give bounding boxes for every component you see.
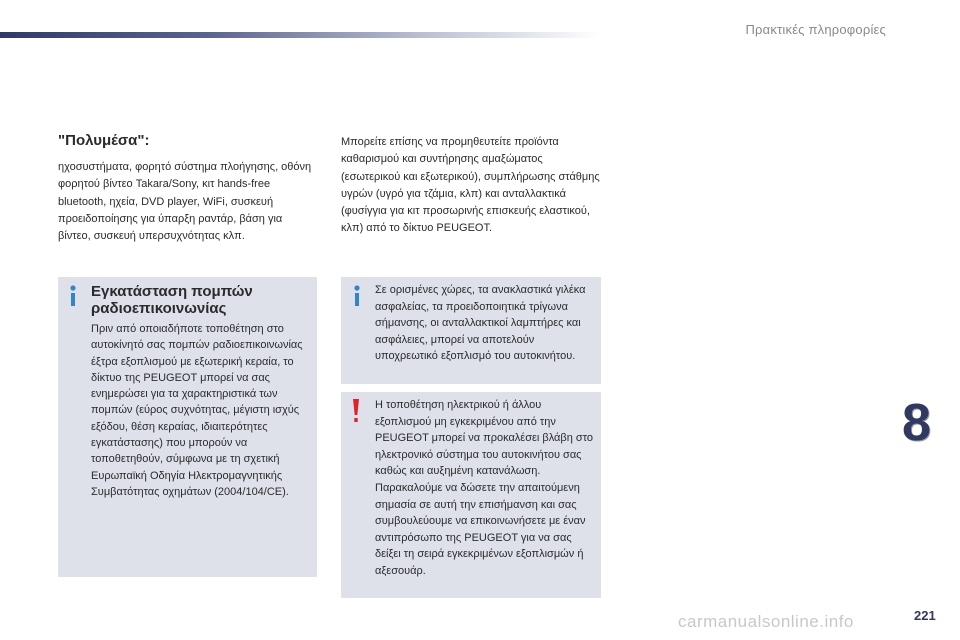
warning-text-paragraph-1: Η τοποθέτηση ηλεκτρικού ή άλλου εξοπλισμού μη εγκεκριμένου από την PEUGEOT μπορεί να προκαλέσει βλάβη στο ηλεκτρονικό σύστημα του αυτοκινήτου σας καθώς και αυξημένη κατανάλωση. [375, 399, 594, 478]
accessories-text: Μπορείτε επίσης να προμηθευτείτε προϊόντα καθαρισμού και συντήρησης αμαξώματος (εσωτερικού και εξωτερικού), συμπλήρωσης στάθμης υγρών (υγρό για τζάμια, κλπ) και ανταλλακτικά (φυσίγγια για κιτ προσωρινής επισκευής ελαστικού, κλπ) από το δίκτυο PEUGEOT. [341, 136, 600, 235]
radio-panel-heading: Εγκατάσταση πομπών ραδιοεπικοινωνίας [91, 283, 253, 317]
info-icon [351, 285, 363, 307]
info-panel-text: Σε ορισμένες χώρες, τα ανακλαστικά γιλέκα ασφαλείας, τα προειδοποιητικά τρίγωνα σήμανσης, οι ανταλλακτικοί λαμπτήρες και ασφάλειες, μπορεί να αποτελούν υποχρεωτικό εξοπλισμό του αυτοκινήτου. [375, 284, 586, 363]
info-icon [67, 285, 79, 307]
page-number: 221 [914, 608, 936, 623]
warning-panel-text [375, 397, 599, 580]
watermark: carmanualsonline.info [678, 612, 854, 631]
chapter-number: 8 [902, 394, 931, 452]
multimedia-heading: "Πολυμέσα": [58, 132, 150, 149]
warning-exclamation-icon [350, 399, 362, 423]
section-title: Πρακτικές πληροφορίες [745, 22, 886, 37]
multimedia-text: ηχοσυστήματα, φορητό σύστημα πλοήγησης, οθόνη φορητού βίντεο Takara/Sony, κιτ hands-free bluetooth, ηχεία, DVD player, WiFi, συσκευή προειδοποίησης για ύπαρξη ραντάρ, βάση για βίντεο, συσκευή υπερσυχνότητας κλπ. [58, 161, 312, 243]
header-gradient-bar [0, 32, 600, 38]
warning-text-paragraph-2: Παρακαλούμε να δώσετε την απαιτούμενη σημασία σε αυτή την επισήμανση και σας συμβουλεύουμε να επικοινωνήσετε με έναν αντιπρόσωπο της PEUGEOT για να σας δείξει τη σειρά εγκεκριμένων εξοπλισμών ή αξεσουάρ. [375, 481, 586, 577]
radio-panel-text: Πριν από οποιαδήποτε τοποθέτηση στο αυτοκίνητό σας πομπών ραδιοεπικοινωνίας έξτρα εξοπλισμού με εξωτερική κεραία, το δίκτυο της PEUGEOT μπορεί να σας ενημερώσει για τα χαρακτηριστικά των πομπών (εύρος συχνότητας, μέγιστη ισχύς εξόδου, θέση κεραίας, ιδιαιτερότητες εγκατάστασης) που μπορούν να τοποθετηθούν, σύμφωνα με τη σχετική Ευρωπαϊκή Οδηγία Ηλεκτρομαγνητικής Συμβατότητας οχημάτων (2004/104/CE). [91, 323, 303, 498]
